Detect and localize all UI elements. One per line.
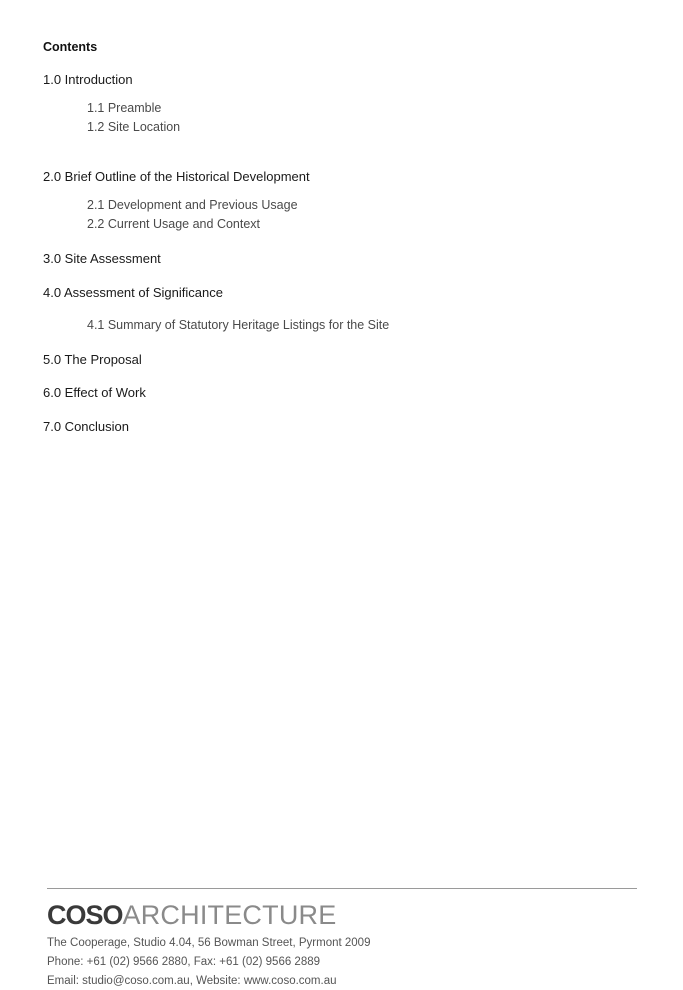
toc-section-3: 3.0 Site Assessment (43, 251, 161, 266)
coso-architecture-logo (47, 900, 336, 930)
footer-phone-fax: Phone: +61 (02) 9566 2880, Fax: +61 (02) 9566 2889 (47, 956, 321, 968)
footer-address: The Cooperage, Studio 4.04, 56 Bowman Street, Pyrmont 2009 (47, 937, 371, 949)
toc-subsection-2-1: 2.1 Development and Previous Usage (87, 198, 298, 212)
logo-word-architecture: ARCHITECTURE (122, 900, 337, 930)
footer-divider (47, 888, 637, 889)
toc-section-7: 7.0 Conclusion (43, 419, 129, 434)
toc-section-4: 4.0 Assessment of Significance (43, 285, 223, 300)
toc-section-5: 5.0 The Proposal (43, 352, 142, 367)
toc-subsection-4-1: 4.1 Summary of Statutory Heritage Listings for the Site (87, 318, 390, 332)
logo-word-coso: COSO (47, 900, 123, 930)
footer-email-website: Email: studio@coso.com.au, Website: www.coso.com.au (47, 975, 337, 987)
toc-subsection-1-2: 1.2 Site Location (87, 120, 181, 134)
contents-title: Contents (43, 40, 98, 54)
toc-subsection-1-1: 1.1 Preamble (87, 101, 162, 115)
toc-section-1: 1.0 Introduction (43, 72, 133, 87)
toc-subsection-2-2: 2.2 Current Usage and Context (87, 217, 261, 231)
toc-section-2: 2.0 Brief Outline of the Historical Development (43, 169, 310, 184)
toc-section-6: 6.0 Effect of Work (43, 385, 146, 400)
